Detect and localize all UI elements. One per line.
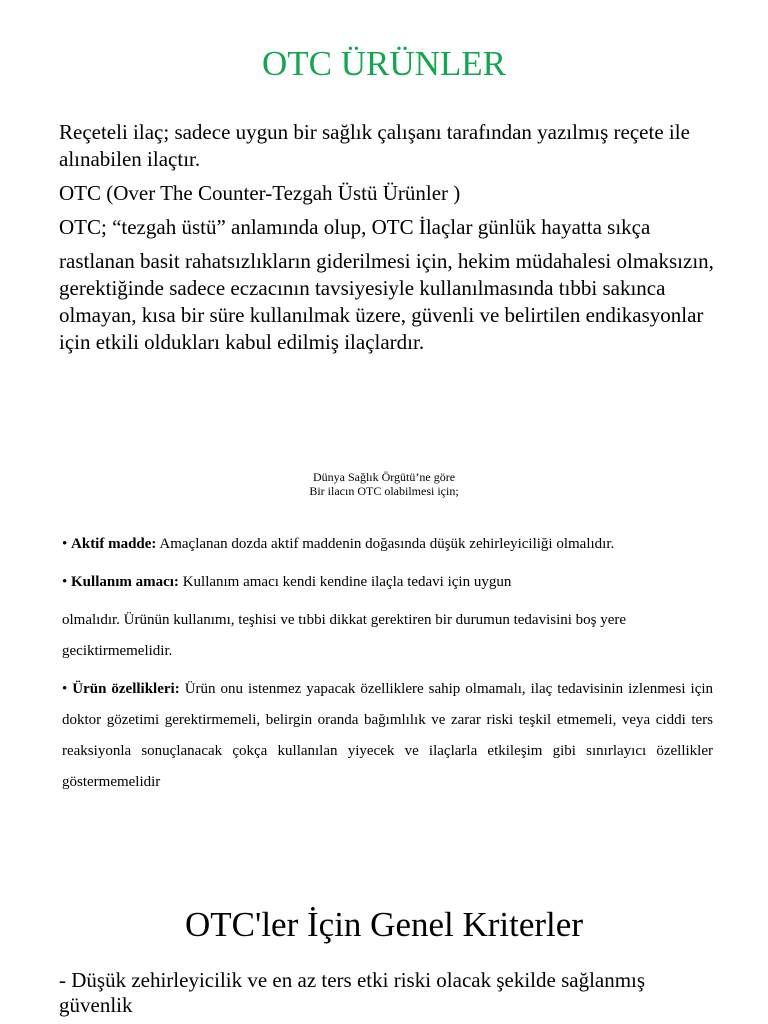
who-line-1: Dünya Sağlık Örgütü’ne göre bbox=[312, 470, 456, 484]
criteria-item-usage-purpose-continued: olmalıdır. Ürünün kullanımı, teşhisi ve tıbbi dikkat gerektiren bir durumun tedavisini boş yere geciktirmemelidir. bbox=[62, 612, 627, 659]
criteria-text: Ürün onu istenmez yapacak özelliklere sahip olmamalı, ilaç tedavisinin izlenmesi için doktor gözetimi gerektirmemeli, belirgin oranda bağımlılık ve zarar riski teşkil etmemeli, veya ciddi ters reaksiyonla sonuçlanacak çokça kullanılan yiyecek ve ilaçlarla etkileşim gibi sınırlayıcı özellikler göstermemelidir bbox=[62, 681, 714, 790]
criteria-item-active-ingredient bbox=[62, 529, 713, 560]
who-line-2: Bir ilacın OTC olabilmesi için; bbox=[309, 484, 459, 498]
otc-definition: OTC (Over The Counter-Tezgah Üstü Ürünler ) bbox=[59, 181, 461, 205]
criteria-item-usage-purpose bbox=[62, 567, 713, 598]
section-text: - Düşük zehirleyicilik ve en az ters etki riski olacak şekilde sağlanmış güvenlik bbox=[59, 968, 646, 1017]
criteria-label: Kullanım amacı: bbox=[71, 574, 179, 590]
criteria-list bbox=[62, 529, 713, 798]
criteria-item-product-features bbox=[62, 674, 713, 798]
page-title: OTC ÜRÜNLER bbox=[261, 44, 507, 83]
criteria-text: Amaçlanan dozda aktif maddenin doğasında düşük zehirleyiciliği olmalıdır. bbox=[159, 536, 615, 552]
who-caption bbox=[0, 470, 768, 498]
criteria-label: Aktif madde: bbox=[71, 536, 157, 552]
bullet: • bbox=[62, 536, 68, 552]
criteria-label: Ürün özellikleri: bbox=[72, 681, 180, 697]
bullet: • bbox=[62, 574, 68, 590]
bullet: • bbox=[62, 681, 68, 697]
criteria-text: Kullanım amacı kendi kendine ilaçla tedavi için uygun bbox=[182, 574, 512, 590]
intro-block bbox=[59, 119, 719, 356]
otc-meaning: OTC; “tezgah üstü” anlamında olup, OTC İlaçlar günlük hayatta sıkça bbox=[59, 215, 651, 239]
otc-description: rastlanan basit rahatsızlıkların giderilmesi için, hekim müdahalesi olmaksızın, gerektiğinde sadece eczacının tavsiyesiyle kullanılmasında tıbbi sakınca olmayan, kısa bir süre kullanılmak üzere, güvenli ve belirtilen endikasyonlar için etkili oldukları kabul edilmiş ilaçlardır. bbox=[59, 249, 714, 354]
prescription-definition: Reçeteli ilaç; sadece uygun bir sağlık çalışanı tarafından yazılmış reçete ile alınabilen ilaçtır. bbox=[59, 120, 690, 171]
section-title: OTC'ler İçin Genel Kriterler bbox=[185, 905, 583, 944]
